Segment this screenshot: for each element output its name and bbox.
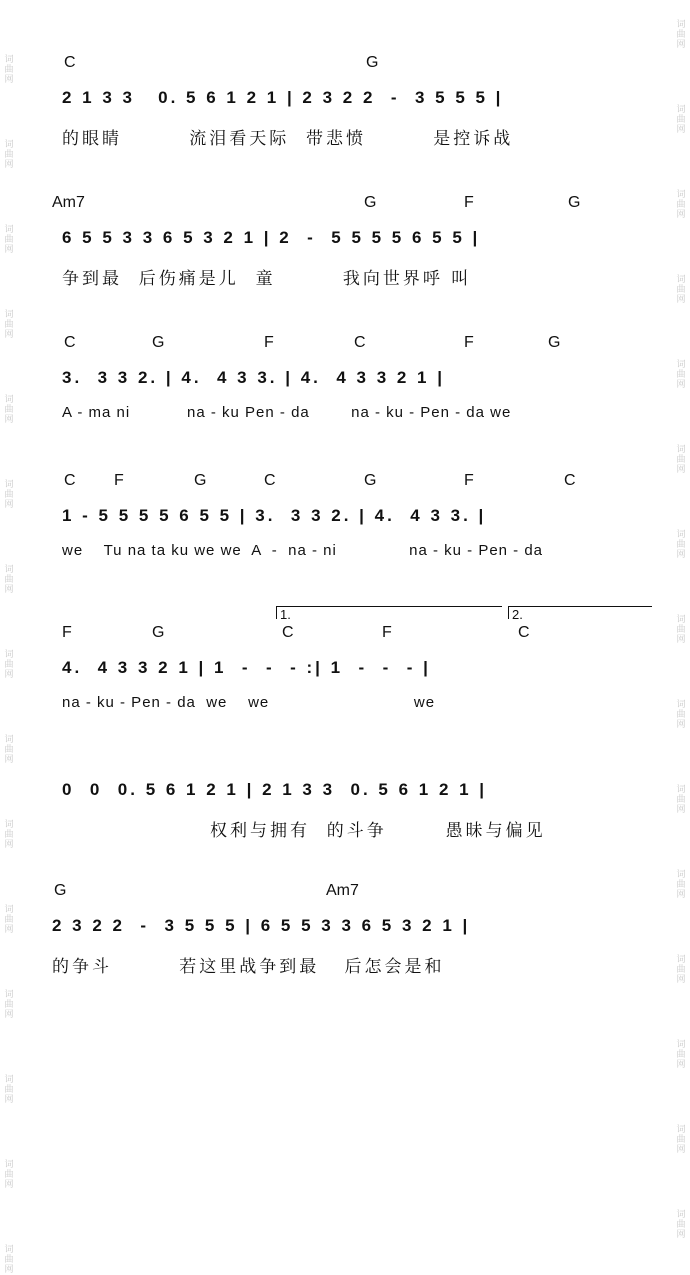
watermark-text: 词曲网: [4, 905, 14, 935]
chord-symbol: F: [464, 334, 474, 351]
chord-symbol: C: [354, 334, 366, 351]
chord-symbol: C: [282, 624, 294, 641]
chord-symbol: G: [152, 334, 165, 351]
notation-line: 2 3 2 2 - 3 5 5 5 | 6 5 5 3 3 6 5 3 2 1 |: [52, 916, 471, 935]
watermark-text: 词曲网: [4, 650, 14, 680]
watermark-right: [674, 0, 688, 1240]
watermark-text: 词曲网: [676, 530, 686, 560]
chord-symbol: G: [568, 194, 581, 211]
lyric-line: we Tu na ta ku we we A - na - ni na - ku - Pen - da: [62, 542, 544, 559]
chord-symbol: F: [382, 624, 392, 641]
notation-line: 2 1 3 3 0. 5 6 1 2 1 | 2 3 2 2 - 3 5 5 5 |: [62, 88, 504, 107]
second-ending-bracket: [508, 606, 652, 622]
chord-symbol: C: [564, 472, 576, 489]
chord-symbol: F: [114, 472, 124, 489]
watermark-text: 词曲网: [676, 190, 686, 220]
watermark-text: 词曲网: [4, 1075, 14, 1105]
chord-symbol: F: [62, 624, 72, 641]
chord-symbol: G: [194, 472, 207, 489]
watermark-text: 词曲网: [676, 955, 686, 985]
notation-line: 3. 3 3 2. | 4. 4 3 3. | 4. 4 3 3 2 1 |: [62, 368, 445, 387]
lyric-line: 争到最 后伤痛是儿 童 我向世界呼 叫: [62, 269, 472, 289]
watermark-text: 词曲网: [676, 105, 686, 135]
watermark-text: 词曲网: [4, 1245, 14, 1275]
chord-symbol: G: [54, 882, 67, 899]
chord-symbol: C: [64, 54, 76, 71]
watermark-text: 词曲网: [4, 225, 14, 255]
notation-line: 1 - 5 5 5 5 6 5 5 | 3. 3 3 2. | 4. 4 3 3. |: [62, 506, 487, 525]
volta-2-label: 2.: [512, 607, 523, 622]
watermark-text: 词曲网: [4, 55, 14, 85]
chord-symbol: F: [264, 334, 274, 351]
watermark-text: 词曲网: [4, 140, 14, 170]
watermark-text: 词曲网: [4, 480, 14, 510]
watermark-text: 词曲网: [676, 275, 686, 305]
watermark-text: 词曲网: [676, 445, 686, 475]
watermark-text: 词曲网: [676, 700, 686, 730]
watermark-text: 词曲网: [676, 1040, 686, 1070]
watermark-text: 词曲网: [676, 360, 686, 390]
chord-symbol: F: [464, 472, 474, 489]
chord-symbol: F: [464, 194, 474, 211]
lyric-line: na - ku - Pen - da we we we: [62, 694, 436, 711]
notation-line: 4. 4 3 3 2 1 | 1 - - - :| 1 - - - |: [62, 658, 431, 677]
watermark-text: 词曲网: [4, 735, 14, 765]
watermark-text: 词曲网: [4, 395, 14, 425]
notation-line: 0 0 0. 5 6 1 2 1 | 2 1 3 3 0. 5 6 1 2 1 |: [62, 780, 488, 799]
chord-symbol: G: [548, 334, 561, 351]
chord-symbol: C: [518, 624, 530, 641]
lyric-line: 的眼睛 流泪看天际 带悲愤 是控诉战: [62, 129, 514, 149]
first-ending-bracket: [276, 606, 502, 622]
watermark-text: 词曲网: [4, 820, 14, 850]
lyric-line: 的争斗 若这里战争到最 后怎会是和: [52, 957, 445, 977]
watermark-text: 词曲网: [4, 565, 14, 595]
lyric-line: A - ma ni na - ku Pen - da na - ku - Pen - da we: [62, 404, 512, 421]
lyric-line: 权利与拥有 的斗争 愚昧与偏见: [210, 821, 546, 841]
notation-line: 6 5 5 3 3 6 5 3 2 1 | 2 - 5 5 5 5 6 5 5 |: [62, 228, 481, 247]
watermark-text: 词曲网: [676, 870, 686, 900]
chord-symbol: C: [264, 472, 276, 489]
watermark-text: 词曲网: [676, 1210, 686, 1240]
chord-symbol: G: [152, 624, 165, 641]
watermark-text: 词曲网: [4, 990, 14, 1020]
chord-symbol: C: [64, 334, 76, 351]
watermark-text: 词曲网: [676, 20, 686, 50]
chord-symbol: Am7: [52, 194, 85, 211]
watermark-text: 词曲网: [4, 310, 14, 340]
watermark-text: 词曲网: [676, 785, 686, 815]
chord-symbol: G: [364, 472, 377, 489]
watermark-left: [2, 0, 16, 1275]
watermark-text: 词曲网: [4, 1160, 14, 1190]
watermark-text: 词曲网: [676, 1125, 686, 1155]
volta-1-label: 1.: [280, 607, 291, 622]
chord-symbol: Am7: [326, 882, 359, 899]
chord-symbol: C: [64, 472, 76, 489]
chord-symbol: G: [366, 54, 379, 71]
chord-symbol: G: [364, 194, 377, 211]
watermark-text: 词曲网: [676, 615, 686, 645]
